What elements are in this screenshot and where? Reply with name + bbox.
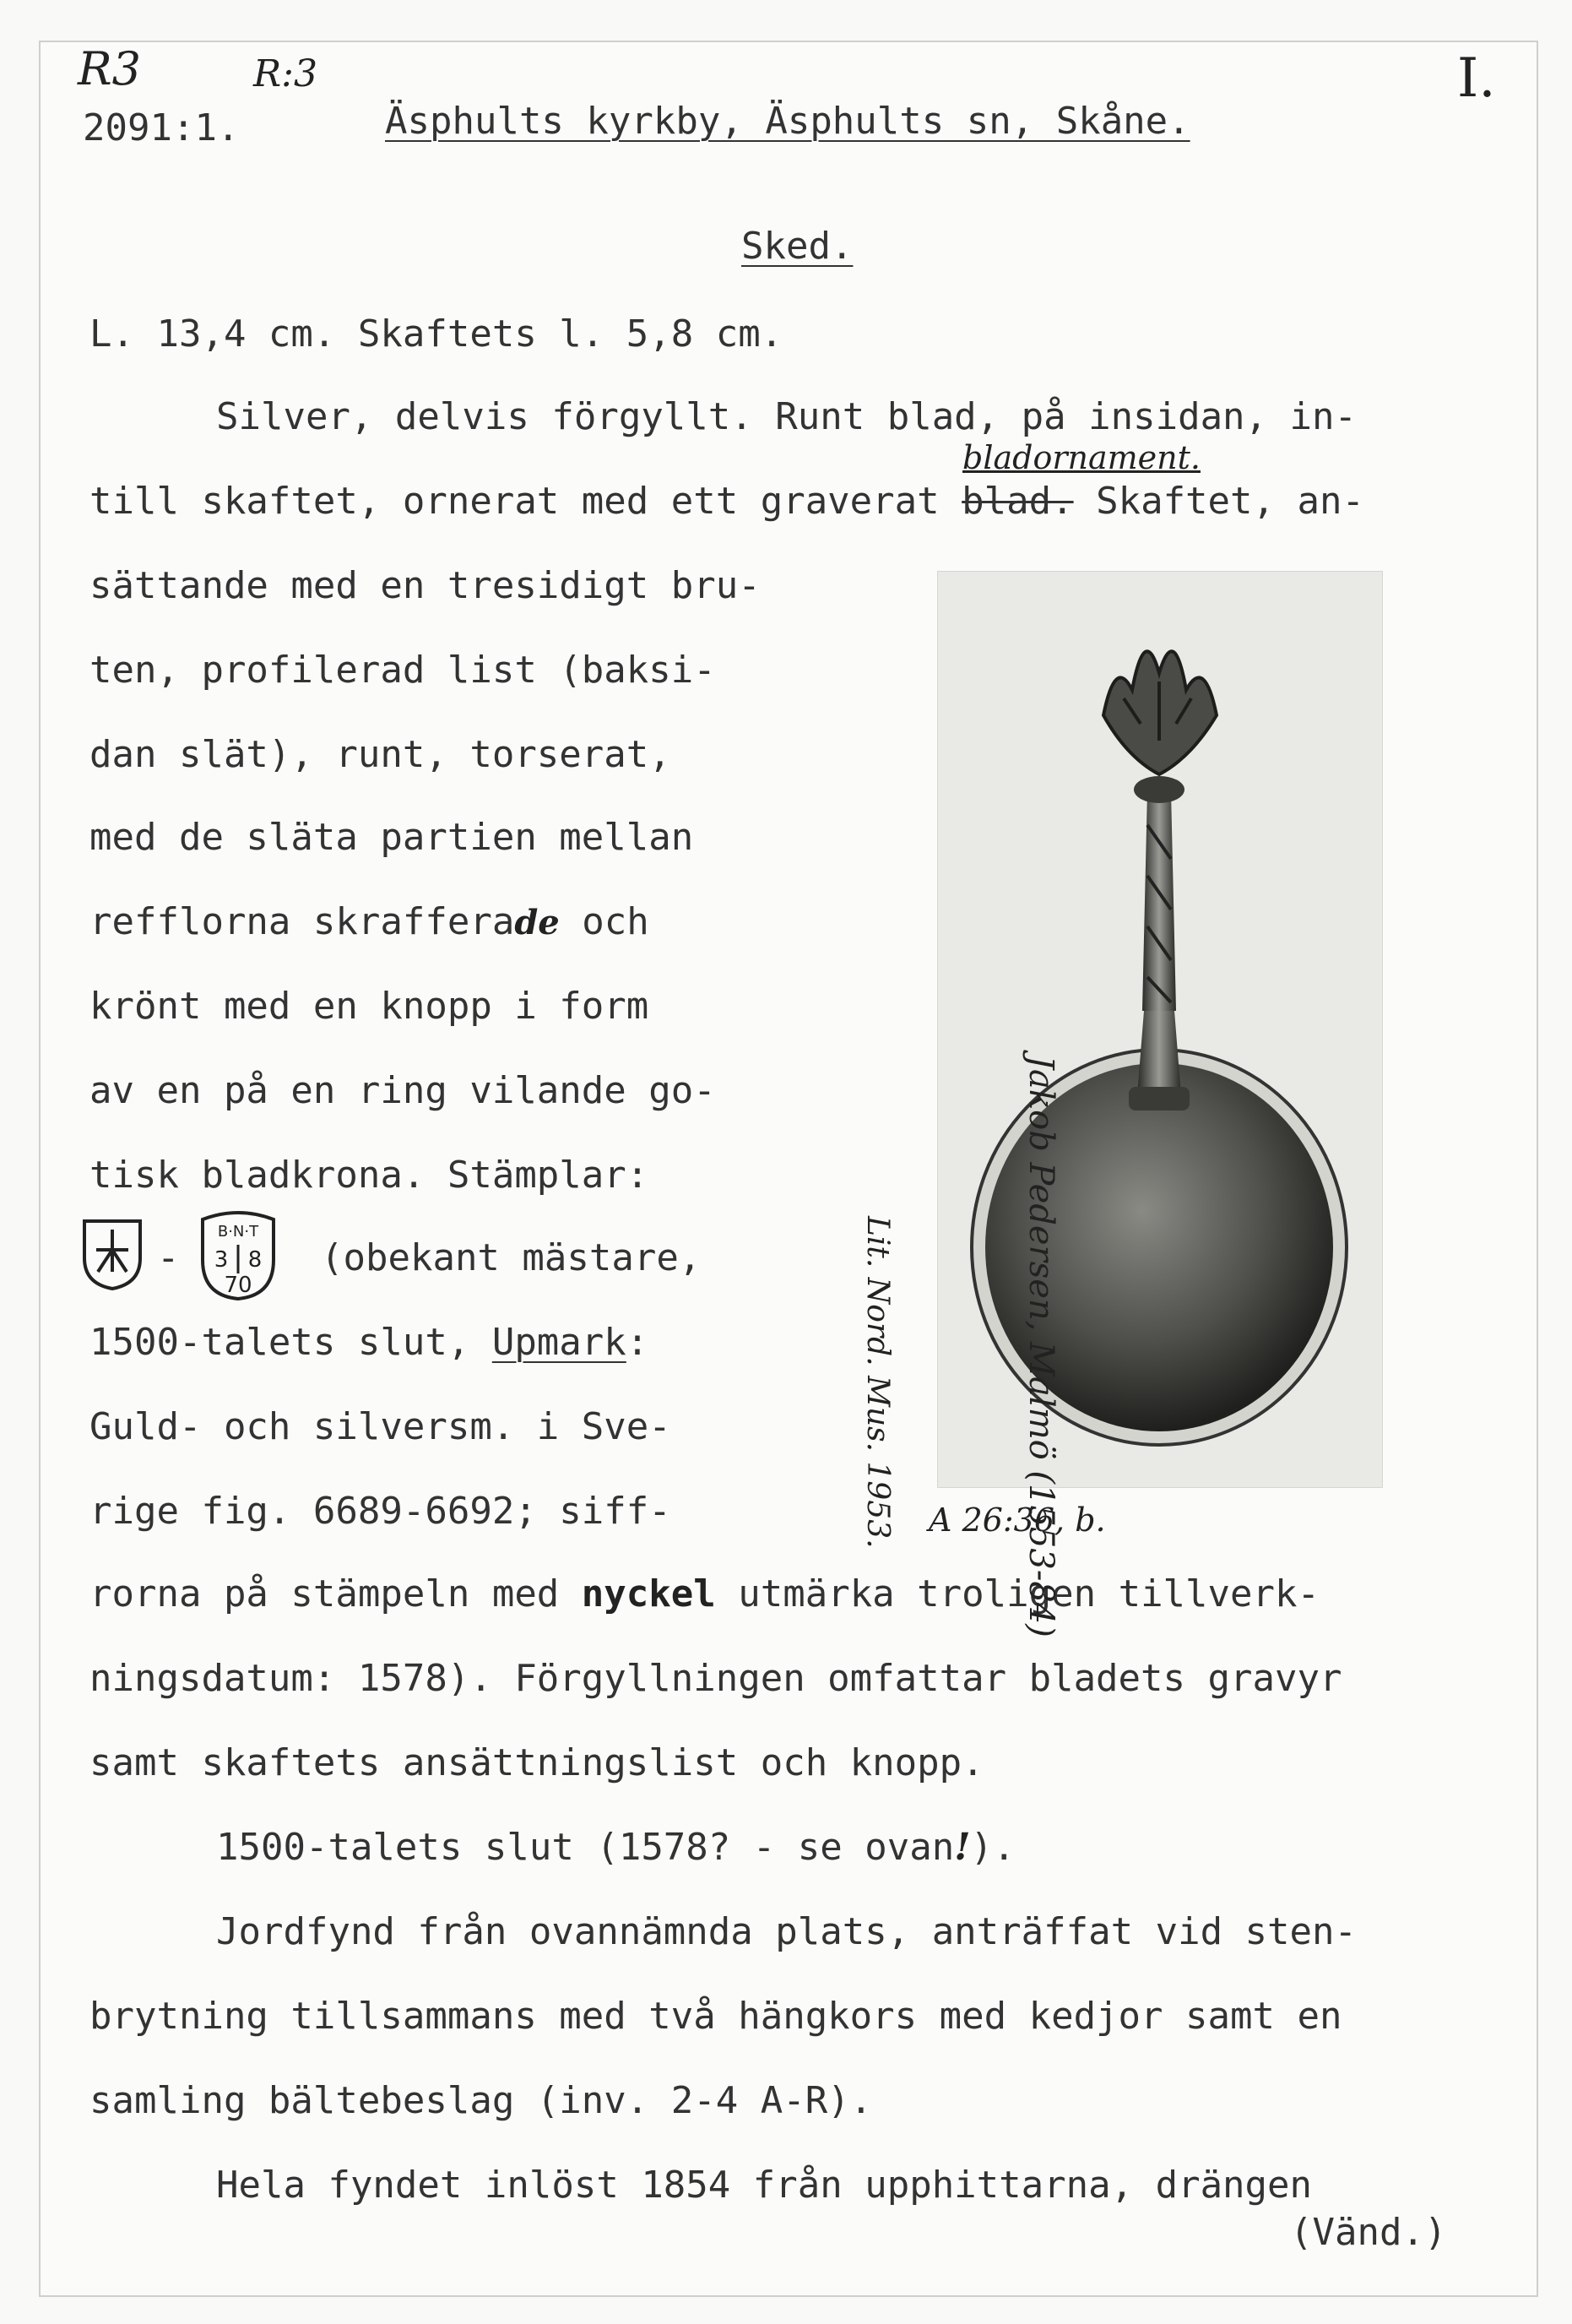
svg-text:70: 70 bbox=[224, 1273, 252, 1298]
page-numeral: I. bbox=[1457, 47, 1496, 110]
desc-line-7a: refflorna skraffera bbox=[89, 900, 515, 943]
key-date-stamp-icon bbox=[196, 1208, 280, 1302]
stamp-dash: - bbox=[157, 1236, 180, 1279]
find-location: Äsphults kyrkby, Äsphults sn, Skåne. bbox=[385, 100, 1190, 143]
desc-line-16: ningsdatum: 1578). Förgyllningen omfattar bladets gravyr bbox=[89, 1657, 1342, 1700]
handwritten-insert: bladornament. bbox=[962, 439, 1201, 476]
turn-over-note: (Vänd.) bbox=[1290, 2211, 1447, 2254]
desc-line-12b: : bbox=[626, 1321, 649, 1364]
desc-line-15a: rorna på stämpeln med bbox=[89, 1572, 582, 1615]
desc-line-18a: 1500-talets slut (1578? - se ovan bbox=[216, 1826, 955, 1869]
desc-line-15b: utmärka troligen tillverk- bbox=[715, 1572, 1320, 1615]
desc-line-12 bbox=[89, 1321, 648, 1364]
desc-line-15 bbox=[89, 1572, 1320, 1615]
desc-line-21: samling bältebeslag (inv. 2-4 A-R). bbox=[89, 2079, 873, 2122]
spoon-image bbox=[938, 572, 1382, 1487]
desc-line-8: krönt med en knopp i form bbox=[89, 985, 649, 1028]
object-title: Sked. bbox=[741, 225, 854, 268]
handwritten-exclamation: ! bbox=[954, 1826, 971, 1869]
svg-text:B·N·T: B·N·T bbox=[217, 1223, 259, 1241]
desc-line-3: sättande med en tresidigt bru- bbox=[89, 564, 761, 607]
spoon-photo bbox=[937, 571, 1383, 1488]
svg-text:3: 3 bbox=[214, 1247, 229, 1273]
handwritten-shelf-mark-2: R:3 bbox=[253, 52, 317, 95]
shield-mark-icon bbox=[79, 1216, 145, 1292]
desc-line-7b: och bbox=[559, 900, 649, 943]
handwritten-shelf-mark: R3 bbox=[78, 42, 142, 95]
desc-line-13: Guld- och silversm. i Sve- bbox=[89, 1405, 671, 1448]
desc-line-20: brytning tillsammans med två hängkors med kedjor samt en bbox=[89, 1995, 1342, 2038]
desc-line-2a: till skaftet, ornerat med ett graverat bbox=[89, 480, 940, 523]
desc-line-10: tisk bladkrona. Stämplar: bbox=[89, 1154, 649, 1197]
struck-word: blad. bbox=[962, 480, 1074, 523]
desc-line-19: Jordfynd från ovannämnda plats, anträffat vid sten- bbox=[216, 1910, 1358, 1953]
handwritten-correction: de bbox=[514, 903, 560, 942]
desc-line-9: av en på en ring vilande go- bbox=[89, 1069, 716, 1112]
desc-line-12a: 1500-talets slut, bbox=[89, 1321, 492, 1364]
desc-line-17: samt skaftets ansättningslist och knopp. bbox=[89, 1741, 984, 1784]
desc-line-22: Hela fyndet inlöst 1854 från upphittarna, drängen bbox=[216, 2164, 1313, 2207]
handwritten-maker-note: Jakob Pedersen, Malmö (1553-84) bbox=[1022, 1056, 1060, 1637]
desc-line-2b: Skaftet, an- bbox=[1096, 480, 1364, 523]
bold-word: nyckel bbox=[581, 1572, 716, 1615]
inventory-number: 2091:1. bbox=[83, 106, 240, 149]
desc-line-4: ten, profilerad list (baksi- bbox=[89, 649, 716, 692]
desc-line-6: med de släta partien mellan bbox=[89, 816, 694, 859]
svg-text:8: 8 bbox=[247, 1247, 263, 1273]
desc-line-2 bbox=[89, 480, 1364, 523]
desc-line-1: Silver, delvis förgyllt. Runt blad, på insidan, in- bbox=[216, 395, 1358, 438]
desc-line-5: dan slät), runt, torserat, bbox=[89, 733, 671, 776]
desc-line-18b: ). bbox=[970, 1826, 1016, 1869]
desc-line-11: (obekant mästare, bbox=[321, 1236, 702, 1279]
handwritten-literature-note: Lit. Nord. Mus. 1953. bbox=[860, 1216, 895, 1549]
desc-line-7 bbox=[89, 900, 649, 943]
desc-line-18 bbox=[216, 1826, 1016, 1869]
desc-line-14: rige fig. 6689-6692; siff- bbox=[89, 1490, 671, 1533]
photo-reference: A 26:36, b. bbox=[929, 1501, 1106, 1539]
reference-author: Upmark bbox=[491, 1321, 626, 1364]
measurements: L. 13,4 cm. Skaftets l. 5,8 cm. bbox=[89, 312, 783, 356]
